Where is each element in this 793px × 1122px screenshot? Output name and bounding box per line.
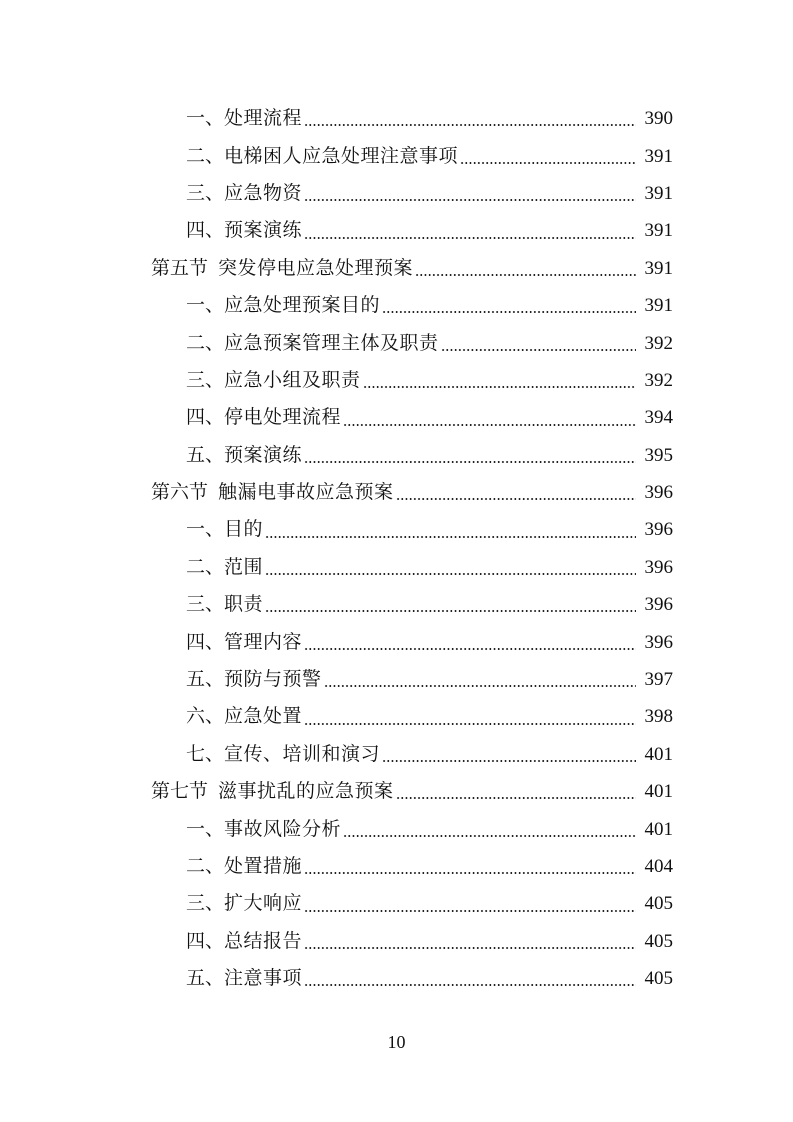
toc-entry-title: 扩大响应 — [224, 892, 303, 915]
toc-entry-separator: 、 — [205, 967, 225, 990]
dot-leader — [363, 386, 636, 388]
toc-entry-title: 处理流程 — [224, 107, 303, 130]
toc-entry-title: 触漏电事故应急预案 — [218, 481, 394, 504]
toc-entry-number: 二 — [186, 555, 206, 578]
toc-subsection-entry[interactable] — [0, 100, 793, 137]
toc-entry-number: 一 — [186, 518, 206, 541]
toc-entry-page: 394 — [644, 407, 673, 429]
dot-leader — [343, 424, 636, 426]
toc-subsection-entry[interactable] — [0, 511, 793, 548]
dot-leader — [265, 610, 636, 612]
toc-entry-title: 注意事项 — [224, 967, 303, 990]
toc-entry-page: 404 — [644, 856, 673, 877]
toc-entry-number: 五 — [186, 967, 206, 990]
toc-entry-page: 401 — [644, 743, 673, 765]
toc-subsection-entry[interactable] — [0, 960, 793, 997]
toc-subsection-entry[interactable] — [0, 399, 793, 436]
dot-leader — [304, 237, 636, 239]
dot-leader — [304, 984, 636, 986]
toc-entry-separator: 、 — [205, 668, 225, 691]
toc-subsection-entry[interactable] — [0, 137, 793, 174]
toc-entry-number: 二 — [186, 331, 206, 354]
toc-entry-title: 滋事扰乱的应急预案 — [218, 780, 394, 803]
toc-entry-page: 392 — [644, 332, 673, 354]
dot-leader — [382, 311, 636, 313]
toc-entry-number: 第五节 — [151, 256, 209, 279]
toc-subsection-entry[interactable] — [0, 549, 793, 586]
toc-subsection-entry[interactable] — [0, 287, 793, 324]
toc-entry-number: 第七节 — [151, 780, 209, 803]
toc-subsection-entry[interactable] — [0, 661, 793, 698]
toc-section-entry[interactable] — [0, 250, 793, 287]
toc-entry-page: 405 — [644, 893, 673, 915]
dot-leader — [304, 199, 636, 201]
toc-entry-title: 事故风险分析 — [224, 817, 342, 840]
toc-entry-number: 第六节 — [151, 481, 209, 504]
toc-entry-page: 396 — [644, 519, 673, 541]
toc-entry-separator: 、 — [205, 892, 225, 915]
dot-leader — [304, 910, 636, 912]
toc-subsection-entry[interactable] — [0, 885, 793, 922]
toc-entry-separator: 、 — [205, 144, 225, 167]
toc-subsection-entry[interactable] — [0, 698, 793, 735]
dot-leader — [304, 461, 636, 463]
toc-entry-title: 预防与预警 — [224, 668, 322, 691]
toc-entry-page: 391 — [644, 182, 673, 204]
dot-leader — [324, 685, 636, 687]
toc-entry-number: 四 — [186, 630, 206, 653]
toc-entry-separator: 、 — [205, 929, 225, 952]
toc-entry-title: 应急处置 — [224, 705, 303, 728]
toc-entry-page: 401 — [644, 781, 673, 803]
toc-entry-number: 四 — [186, 406, 206, 429]
toc-subsection-entry[interactable] — [0, 810, 793, 847]
toc-entry-page: 405 — [644, 968, 673, 990]
toc-entry-page: 391 — [644, 257, 673, 279]
toc-subsection-entry[interactable] — [0, 212, 793, 249]
toc-subsection-entry[interactable] — [0, 324, 793, 361]
toc-entry-title: 预案演练 — [224, 219, 303, 242]
toc-entry-title: 管理内容 — [224, 630, 303, 653]
toc-entry-number: 五 — [186, 668, 206, 691]
toc-entry-title: 处置措施 — [224, 855, 303, 877]
toc-entry-number: 四 — [186, 929, 206, 952]
toc-entry-number: 二 — [186, 144, 206, 167]
toc-entry-page: 396 — [644, 482, 673, 504]
dot-leader — [304, 723, 636, 725]
dot-leader — [304, 947, 636, 949]
toc-subsection-entry[interactable] — [0, 923, 793, 960]
dot-leader — [382, 760, 636, 762]
toc-entry-number: 五 — [186, 443, 206, 466]
toc-entry-separator: 、 — [205, 817, 225, 840]
toc-entry-separator: 、 — [205, 443, 225, 466]
dot-leader — [460, 162, 636, 164]
toc-entry-title: 范围 — [224, 555, 264, 578]
toc-entry-title: 预案演练 — [224, 443, 303, 466]
toc-entry-page: 397 — [644, 669, 673, 691]
toc-entry-title: 职责 — [224, 593, 264, 616]
toc-entry-number: 七 — [186, 742, 206, 765]
toc-entry-title: 总结报告 — [224, 929, 303, 952]
toc-entry-number: 一 — [186, 107, 206, 130]
dot-leader — [441, 349, 636, 351]
toc-entry-number: 三 — [186, 368, 206, 391]
toc-entry-separator: 、 — [205, 219, 225, 242]
toc-entry-number: 三 — [186, 593, 206, 616]
toc-entry-separator: 、 — [205, 181, 225, 204]
toc-subsection-entry[interactable] — [0, 736, 793, 773]
toc-entry-separator: 、 — [205, 294, 225, 317]
dot-leader — [304, 872, 636, 874]
toc-entry-number: 四 — [186, 219, 206, 242]
toc-entry-title: 应急小组及职责 — [224, 368, 361, 391]
toc-entry-title: 宣传、培训和演习 — [224, 742, 381, 765]
toc-subsection-entry[interactable] — [0, 848, 793, 885]
toc-entry-separator: 、 — [205, 518, 225, 541]
toc-subsection-entry[interactable] — [0, 586, 793, 623]
toc-entry-number: 一 — [186, 817, 206, 840]
toc-entry-separator: 、 — [205, 742, 225, 765]
toc-entry-page: 392 — [644, 369, 673, 391]
toc-subsection-entry[interactable] — [0, 437, 793, 474]
page-number: 10 — [387, 1032, 406, 1052]
toc-subsection-entry[interactable] — [0, 362, 793, 399]
toc-subsection-entry[interactable] — [0, 175, 793, 212]
dot-leader — [396, 498, 636, 500]
toc-entry-title: 电梯困人应急处理注意事项 — [224, 144, 459, 167]
toc-entry-page: 396 — [644, 594, 673, 616]
toc-entry-page: 398 — [644, 706, 673, 728]
dot-leader — [265, 536, 636, 538]
toc-entry-page: 405 — [644, 930, 673, 952]
toc-entry-separator: 、 — [205, 593, 225, 616]
dot-leader — [396, 797, 636, 799]
toc-entry-number: 二 — [186, 855, 206, 877]
toc-entry-page: 396 — [644, 631, 673, 653]
dot-leader — [304, 648, 636, 650]
toc-entry-number: 一 — [186, 294, 206, 317]
toc-entry-title: 应急处理预案目的 — [224, 294, 381, 317]
toc-entry-title: 应急预案管理主体及职责 — [224, 331, 439, 354]
toc-entry-title: 目的 — [224, 518, 264, 541]
dot-leader — [415, 274, 636, 276]
dot-leader — [343, 835, 636, 837]
toc-entry-separator: 、 — [205, 331, 225, 354]
table-of-contents — [0, 100, 793, 997]
toc-entry-page: 390 — [644, 108, 673, 130]
toc-entry-separator: 、 — [205, 107, 225, 130]
toc-entry-separator: 、 — [205, 855, 225, 877]
toc-entry-number: 三 — [186, 181, 206, 204]
toc-entry-page: 401 — [644, 818, 673, 840]
toc-entry-page: 395 — [644, 444, 673, 466]
toc-entry-title: 应急物资 — [224, 181, 303, 204]
dot-leader — [304, 124, 636, 126]
toc-entry-page: 391 — [644, 145, 673, 167]
toc-entry-title: 停电处理流程 — [224, 406, 342, 429]
toc-entry-page: 391 — [644, 220, 673, 242]
toc-entry-separator: 、 — [205, 368, 225, 391]
toc-entry-separator: 、 — [205, 406, 225, 429]
toc-entry-title: 突发停电应急处理预案 — [218, 256, 414, 279]
toc-entry-page: 391 — [644, 295, 673, 317]
toc-subsection-entry[interactable] — [0, 623, 793, 660]
toc-entry-number: 三 — [186, 892, 206, 915]
toc-entry-separator: 、 — [205, 630, 225, 653]
toc-entry-separator: 、 — [205, 705, 225, 728]
toc-section-entry[interactable] — [0, 773, 793, 810]
dot-leader — [265, 573, 636, 575]
toc-section-entry[interactable] — [0, 474, 793, 511]
toc-entry-page: 396 — [644, 556, 673, 578]
toc-entry-number: 六 — [186, 705, 206, 728]
toc-entry-separator: 、 — [205, 555, 225, 578]
